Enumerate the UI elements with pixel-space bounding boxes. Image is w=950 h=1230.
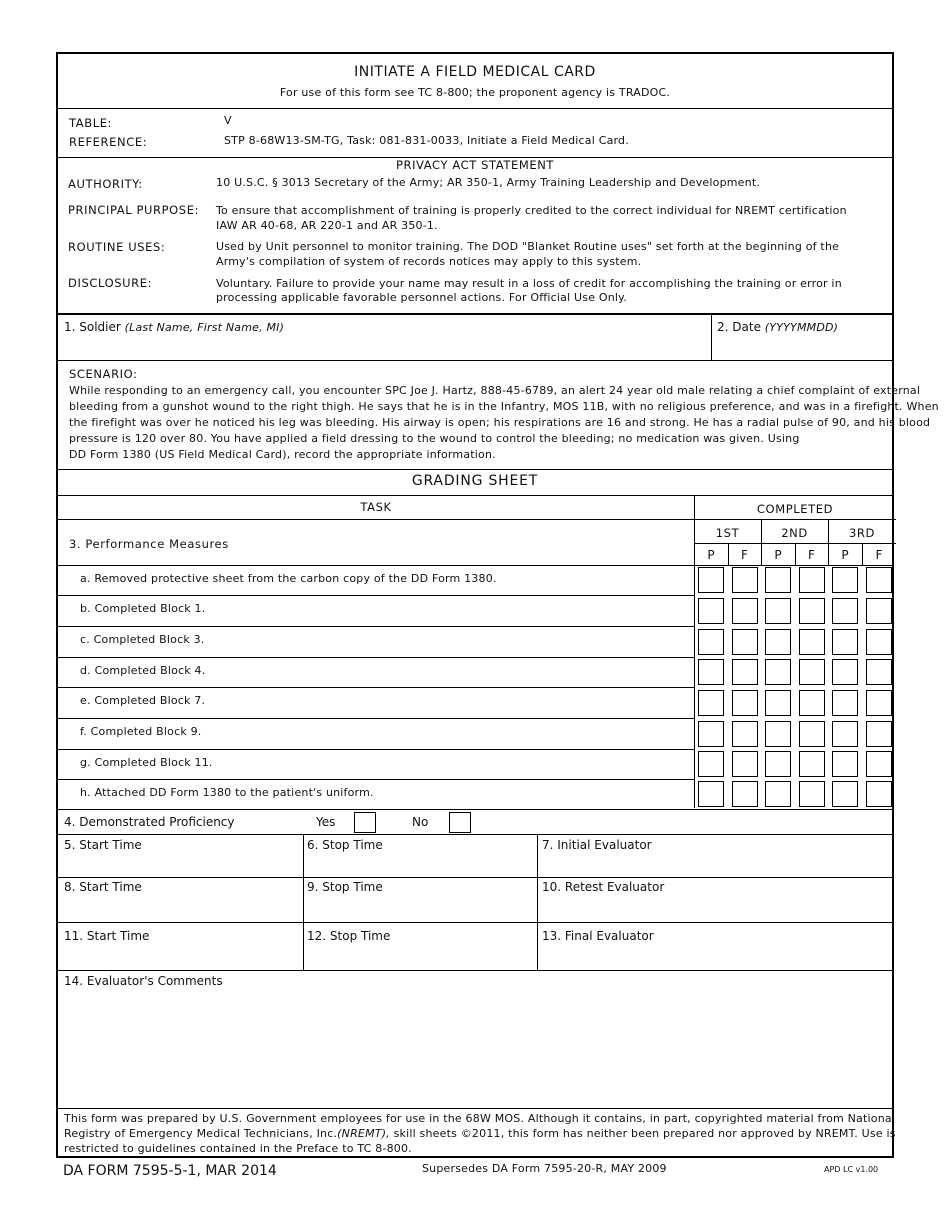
grade-checkbox-f-2[interactable] [799,721,825,747]
scenario-line-4: pressure is 120 over 80. You have applied a field dressing to the wound to control the bleeding; no medication was given. Using [69,432,800,445]
proficiency-yes-label: Yes [316,815,336,829]
proficiency-yes-checkbox[interactable] [354,812,376,833]
soldier-label: 1. Soldier [64,320,121,334]
attempt-2nd: 2ND [781,526,808,540]
evaluator-comments[interactable]: 14. Evaluator's Comments [64,974,223,988]
pf-f-2: F [808,548,815,562]
completed-header: COMPLETED [756,502,834,516]
authority-label: AUTHORITY: [68,177,143,191]
measure-label: e. Completed Block 7. [80,694,206,707]
proficiency-label: 4. Demonstrated Proficiency [64,815,235,829]
pf-p-3: P [841,548,849,562]
grade-checkbox-p-1[interactable] [698,690,724,716]
grade-checkbox-f-2[interactable] [799,659,825,685]
attempt-1st: 1ST [715,526,740,540]
grade-checkbox-f-1[interactable] [732,598,758,624]
grade-checkbox-f-3[interactable] [866,567,892,593]
grade-checkbox-p-3[interactable] [832,567,858,593]
grade-checkbox-p-2[interactable] [765,781,791,807]
grade-checkbox-p-2[interactable] [765,629,791,655]
reference-label: REFERENCE: [69,135,148,149]
grade-checkbox-f-3[interactable] [866,598,892,624]
scenario-line-5: DD Form 1380 (US Field Medical Card), record the appropriate information. [69,448,496,461]
grade-checkbox-f-1[interactable] [732,751,758,777]
form-subtitle: For use of this form see TC 8-800; the proponent agency is TRADOC. [279,86,671,99]
notice-line-2b: (NREMT), [337,1127,390,1140]
grade-checkbox-f-3[interactable] [866,659,892,685]
initial-evaluator[interactable]: 7. Initial Evaluator [542,838,652,852]
grade-checkbox-p-2[interactable] [765,659,791,685]
grade-checkbox-f-1[interactable] [732,629,758,655]
grade-checkbox-f-3[interactable] [866,721,892,747]
grade-checkbox-p-1[interactable] [698,598,724,624]
measure-label: c. Completed Block 3. [80,633,205,646]
authority-text: 10 U.S.C. § 3013 Secretary of the Army; AR 350-1, Army Training Leadership and Development. [216,176,761,189]
retest-evaluator[interactable]: 10. Retest Evaluator [542,880,665,894]
grade-checkbox-p-3[interactable] [832,721,858,747]
grade-checkbox-f-2[interactable] [799,629,825,655]
grade-checkbox-p-2[interactable] [765,690,791,716]
grade-checkbox-p-1[interactable] [698,567,724,593]
grade-checkbox-p-1[interactable] [698,629,724,655]
supersedes-note: Supersedes DA Form 7595-20-R, MAY 2009 [422,1162,667,1175]
pf-f-3: F [875,548,883,562]
grade-checkbox-p-2[interactable] [765,721,791,747]
grade-checkbox-p-1[interactable] [698,659,724,685]
grade-checkbox-f-2[interactable] [799,751,825,777]
notice-line-2a: Registry of Emergency Medical Technicians, Inc. [64,1127,338,1140]
grade-checkbox-f-2[interactable] [799,690,825,716]
date-field[interactable] [717,320,838,334]
measure-label: f. Completed Block 9. [80,725,202,738]
routine-line-1: Used by Unit personnel to monitor training. The DOD "Blanket Routine uses" set forth at the beginning of the [216,240,840,253]
scenario-line-3: the firefight was over he noticed his leg was bleeding. His airway is open; his respirations are 16 and strong. He has a radial pulse of 90, and his blood [69,416,931,429]
routine-label: ROUTINE USES: [68,240,166,254]
pf-p-2: P [774,548,782,562]
measure-label: b. Completed Block 1. [80,602,206,615]
grade-checkbox-p-3[interactable] [832,629,858,655]
form-id: DA FORM 7595-5-1, MAR 2014 [63,1163,277,1179]
scenario-label: SCENARIO: [69,367,138,381]
grade-checkbox-f-2[interactable] [799,598,825,624]
start-time-initial[interactable]: 5. Start Time [64,838,142,852]
notice-line-1: This form was prepared by U.S. Government employees for use in the 68W MOS. Although it contains, in part, copyrighted material from National [64,1112,896,1125]
grade-checkbox-f-1[interactable] [732,781,758,807]
purpose-line-1: To ensure that accomplishment of training is properly credited to the correct individual for NREMT certification [216,204,847,217]
disclosure-line-2: processing applicable favorable personnel actions. For Official Use Only. [216,291,627,304]
pf-f-1: F [741,548,748,562]
measure-label: h. Attached DD Form 1380 to the patient's uniform. [80,786,374,799]
final-evaluator[interactable]: 13. Final Evaluator [542,929,654,943]
grade-checkbox-p-2[interactable] [765,598,791,624]
scenario-line-1: While responding to an emergency call, you encounter SPC Joe J. Hartz, 888-45-6789, an alert 24 year old male relating a chief complaint of external [69,384,921,397]
privacy-title: PRIVACY ACT STATEMENT [395,158,555,172]
grade-checkbox-f-2[interactable] [799,781,825,807]
date-hint: (YYYYMMDD) [764,321,839,334]
notice-line-2c: skill sheets ©2011, this form has neither been prepared nor approved by NREMT. Use is [389,1127,896,1140]
grade-checkbox-f-1[interactable] [732,690,758,716]
grade-checkbox-f-3[interactable] [866,690,892,716]
grade-checkbox-p-3[interactable] [832,690,858,716]
disclosure-label: DISCLOSURE: [68,276,153,290]
grade-checkbox-f-2[interactable] [799,567,825,593]
grading-title: GRADING SHEET [411,473,539,489]
disclosure-line-1: Voluntary. Failure to provide your name may result in a loss of credit for accomplishing the training or error in [216,277,842,290]
grade-checkbox-p-1[interactable] [698,781,724,807]
notice-line-2 [64,1127,896,1140]
purpose-line-2: IAW AR 40-68, AR 220-1 and AR 350-1. [216,219,438,232]
stop-time-initial[interactable]: 6. Stop Time [307,838,383,852]
stop-time-retest[interactable]: 9. Stop Time [307,880,383,894]
table-value: V [224,114,232,127]
purpose-label: PRINCIPAL PURPOSE: [68,203,200,217]
perf-measures-label: 3. Performance Measures [69,537,229,551]
proficiency-no-checkbox[interactable] [449,812,471,833]
attempt-3rd: 3RD [849,526,875,540]
field-medical-card-form [56,52,939,1158]
grade-checkbox-p-1[interactable] [698,751,724,777]
measure-label: g. Completed Block 11. [80,756,213,769]
form-title: INITIATE A FIELD MEDICAL CARD [354,64,596,80]
soldier-hint: (Last Name, First Name, MI) [124,321,285,334]
grade-checkbox-p-3[interactable] [832,598,858,624]
grade-checkbox-f-1[interactable] [732,567,758,593]
soldier-field[interactable] [64,320,284,334]
grade-checkbox-f-3[interactable] [866,751,892,777]
scenario-line-2: bleeding from a gunshot wound to the right thigh. He says that he is in the Infantry, MOS 11B, with no religious preference, and was in a firefight. When [69,400,939,413]
date-label: 2. Date [717,320,761,334]
grade-checkbox-p-2[interactable] [765,567,791,593]
table-label: TABLE: [69,116,113,130]
proficiency-no-label: No [412,815,429,829]
grade-checkbox-p-3[interactable] [832,659,858,685]
reference-value: STP 8-68W13-SM-TG, Task: 081-831-0033, Initiate a Field Medical Card. [224,134,629,147]
grade-checkbox-p-1[interactable] [698,721,724,747]
measure-label: a. Removed protective sheet from the carbon copy of the DD Form 1380. [80,572,497,585]
grade-checkbox-f-1[interactable] [732,659,758,685]
routine-line-2: Army's compilation of system of records notices may apply to this system. [216,255,642,268]
performance-measures-table [58,565,896,809]
grade-checkbox-f-1[interactable] [732,721,758,747]
start-time-final[interactable]: 11. Start Time [64,929,150,943]
task-header: TASK [360,500,392,514]
notice-line-3: restricted to guidelines contained in the Preface to TC 8-800. [64,1142,412,1155]
grade-checkbox-p-2[interactable] [765,751,791,777]
stop-time-final[interactable]: 12. Stop Time [307,929,391,943]
start-time-retest[interactable]: 8. Start Time [64,880,142,894]
grade-checkbox-f-3[interactable] [866,781,892,807]
grade-checkbox-p-3[interactable] [832,751,858,777]
pf-p-1: P [707,548,715,562]
measure-label: d. Completed Block 4. [80,664,206,677]
grade-checkbox-f-3[interactable] [866,629,892,655]
apd-version: APD LC v1.00 [824,1165,879,1174]
grade-checkbox-p-3[interactable] [832,781,858,807]
